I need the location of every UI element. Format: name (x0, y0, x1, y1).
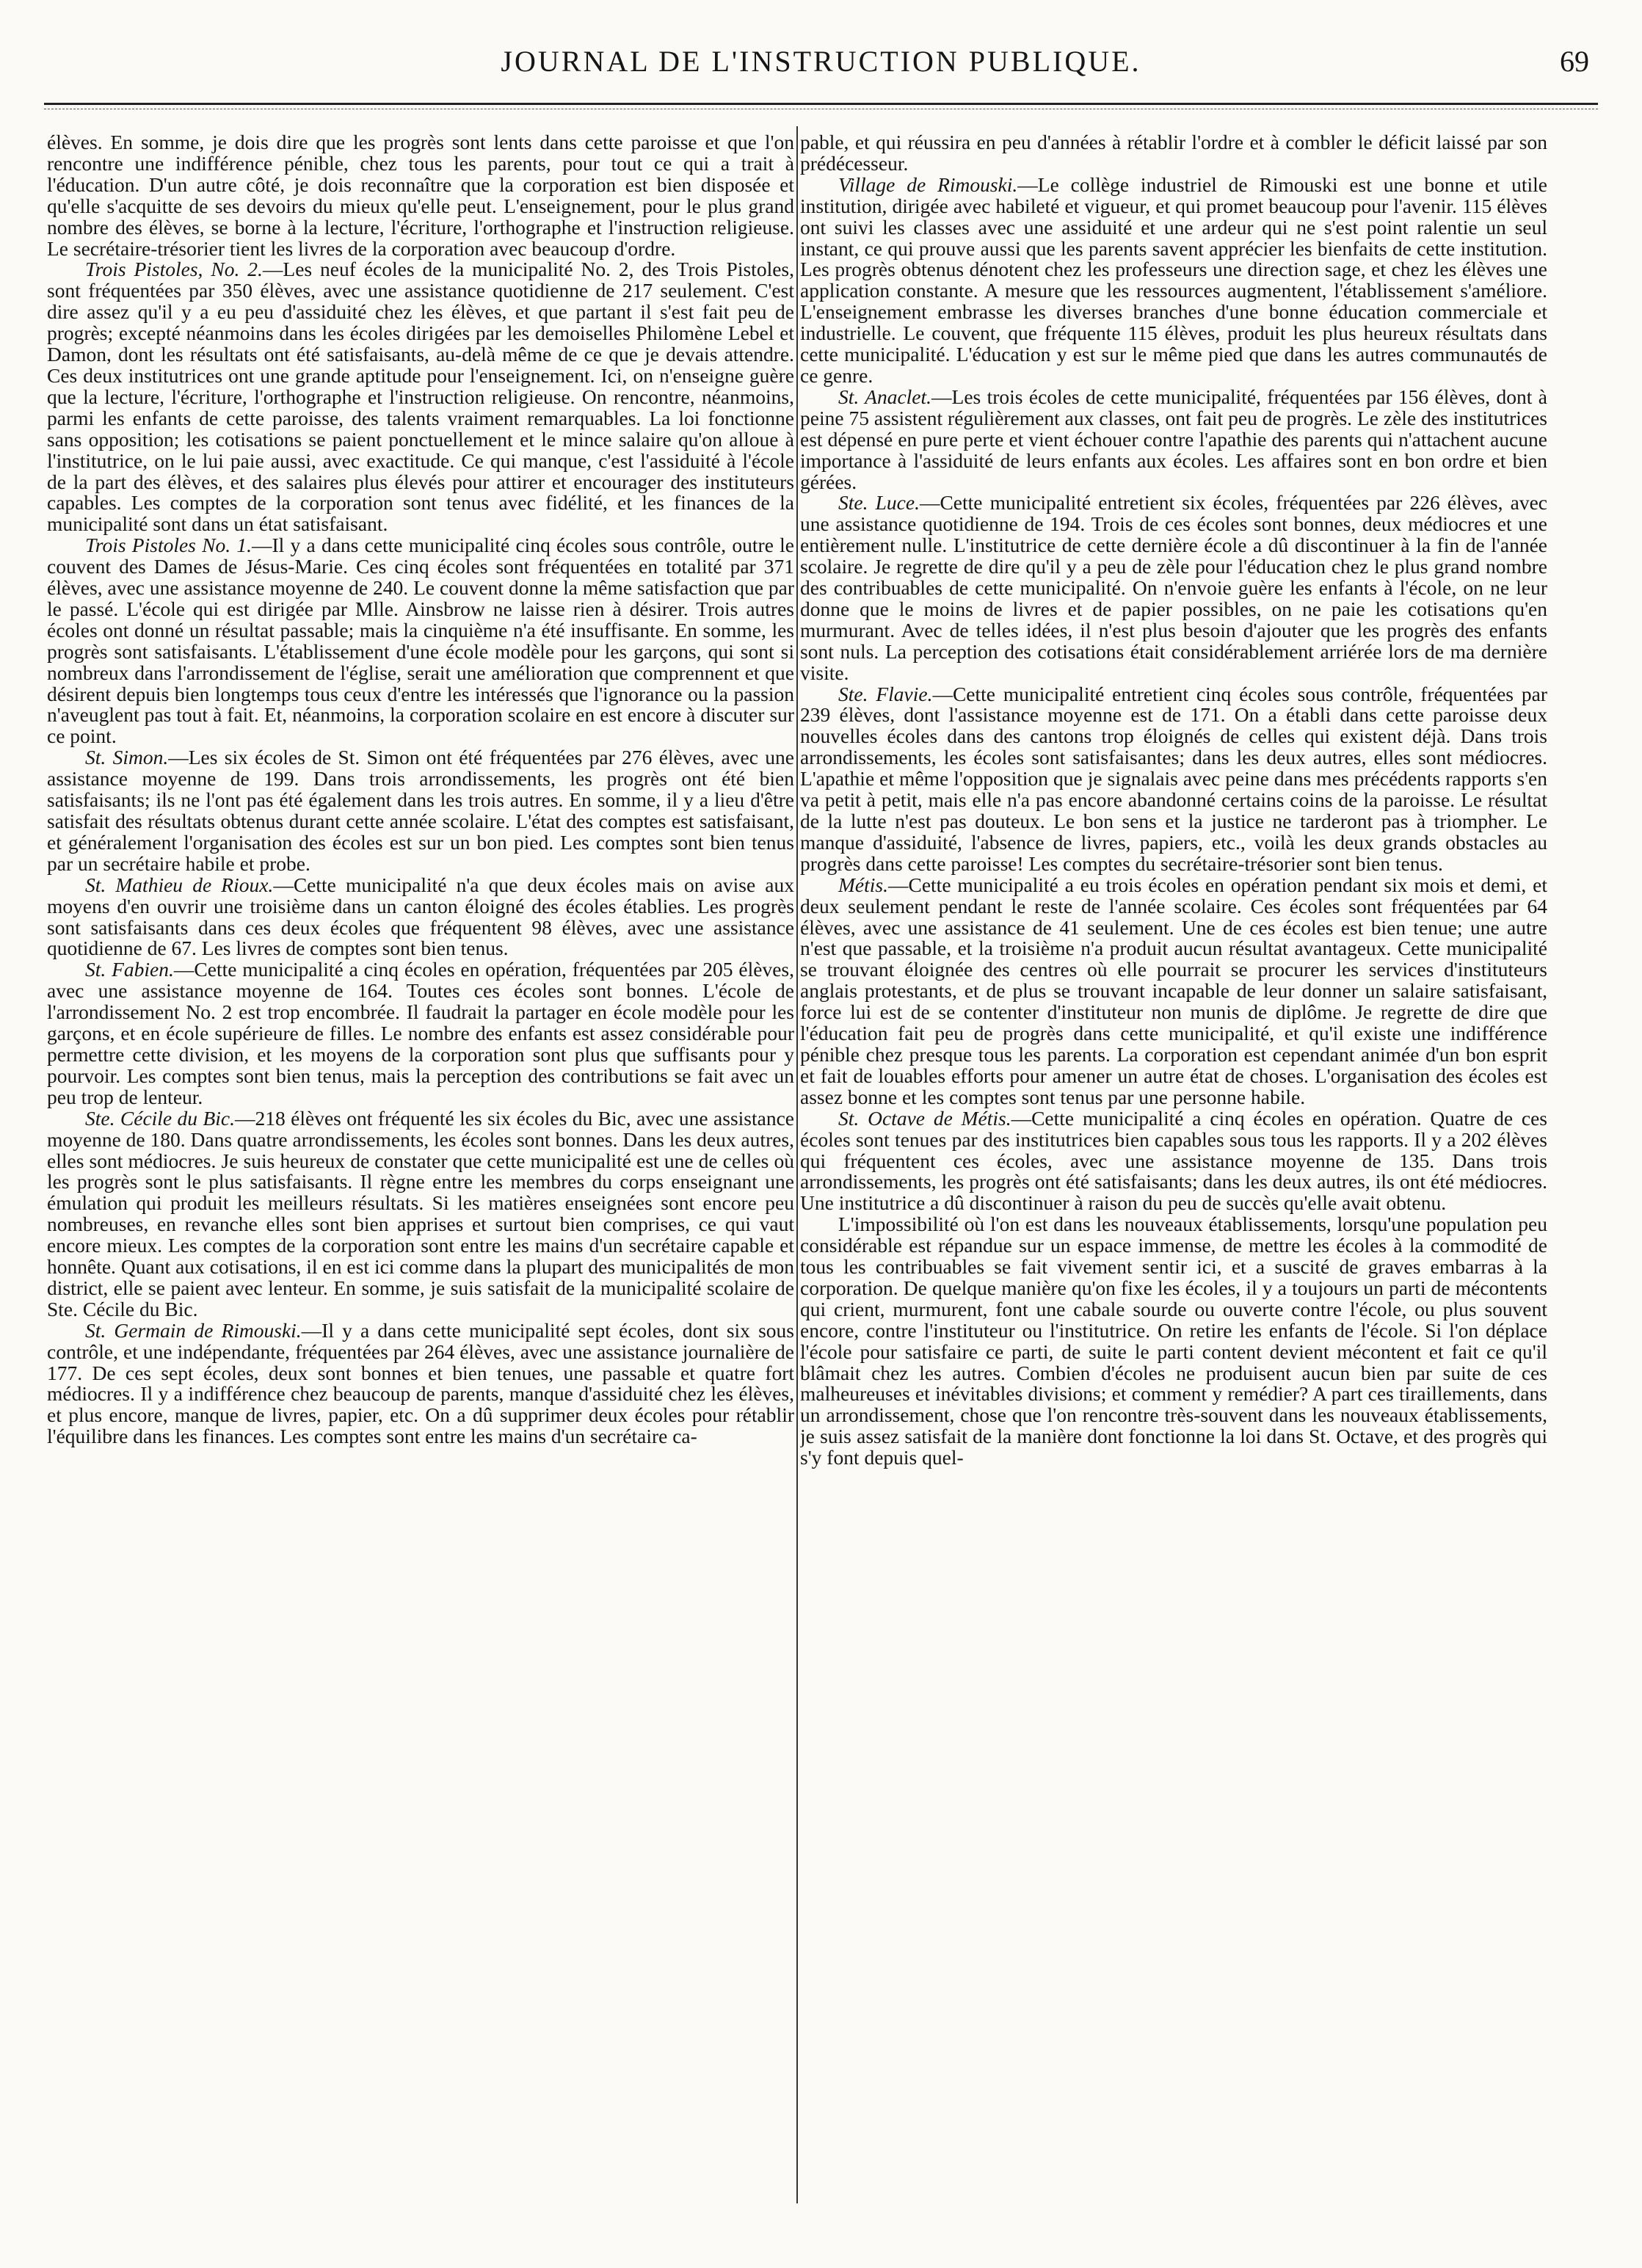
section-heading: St. Mathieu de Rioux. (85, 873, 274, 896)
paragraph-text: —Les trois écoles de cette municipalité, fréquentées par 156 élèves, dont à peine 75 assistent régulièrement aux classes, ont fait peu de progrès. Le zèle des institutrices est dépensé en pure perte et vient échouer contre l'apathie des parents qui n'attachent aucune importance à l'assiduité de leurs enfants aux écoles. Les affaires sont en bon ordre et bien gérées. (800, 385, 1547, 493)
section-heading: St. Germain de Rimouski. (85, 1318, 302, 1342)
left-column (47, 132, 794, 2209)
paragraph-text: élèves. En somme, je dois dire que les progrès sont lents dans cette paroisse et que l'on rencontre une indifférence pénible, chez tous les parents, pour tout ce qui a trait à l'éducation. D'un autre côté, je dois reconnaître que la corporation est bien disposée et qu'elle s'acquitte de ses devoirs du mieux qu'elle peut. L'enseignement, pour le plus grand nombre des élèves, se borne à la lecture, l'écriture, l'orthographe et l'instruction religieuse. Le secrétaire-trésorier tient les livres de la corporation avec beaucoup d'ordre. (47, 132, 794, 260)
paragraph (47, 535, 794, 747)
paragraph-text: —Il y a dans cette municipalité sept écoles, dont six sous contrôle, et une indépendante, fréquentées par 264 élèves, avec une assistance journalière de 177. De ces sept écoles, deux sont bonnes et bien tenues, une passable et quatre fort médiocres. Il y a indifférence chez beaucoup de parents, manque d'assiduité chez les élèves, et plus encore, manque de livres, papier, etc. On a dû supprimer deux écoles pour rétablir l'équilibre dans les finances. Les comptes sont entre les mains d'un secrétaire ca- (47, 1318, 794, 1448)
paragraph (800, 1214, 1547, 1469)
paragraph (47, 875, 794, 960)
paragraph-text: —Les neuf écoles de la municipalité No. 2, des Trois Pistoles, sont fréquentées par 350 élèves, avec une assistance quotidienne de 217 seulement. C'est dire assez qu'il y a eu peu d'assiduité chez les élèves, et que partant il s'est fait peu de progrès; excepté néanmoins dans les écoles dirigées par les demoiselles Philomène Lebel et Damon, dont les résultats ont été satisfaisants, au-delà même de ce que je devais attendre. Ces deux institutrices ont une grande aptitude pour l'enseignement. Ici, on n'enseigne guère que la lecture, l'écriture, l'orthographe et l'instruction religieuse. On rencontre, néanmoins, parmi les enfants de cette paroisse, des talents vraiment remarquables. La loi fonctionne sans opposition; les cotisations se paient ponctuellement et le mince salaire qu'on alloue à l'institutrice, on le lui paie aussi, avec exactitude. Ce qui manque, c'est l'assiduité à l'école de la part des élèves, et des salaires plus élevés pour attirer et encourager des instituteurs capables. Les comptes de la corporation sont tenus avec fidélité, et les finances de la municipalité sont dans un état satisfaisant. (47, 258, 794, 536)
section-heading: St. Anaclet. (838, 385, 932, 408)
paragraph (800, 875, 1547, 1108)
paragraph-text: —Cette municipalité entretient cinq écoles sous contrôle, fréquentées par 239 élèves, dont l'assistance moyenne est de 171. On a établi dans cette paroisse deux nouvelles écoles dans des cantons trop éloignés de celles qui existent déjà. Dans trois arrondissements, les écoles sont satisfaisantes; dans les deux autres, elles sont médiocres. L'apathie et même l'opposition que je signalais avec peine dans mes précédents rapports s'en va petit à petit, mais elle n'a pas encore abandonné certains coins de la paroisse. Le résultat de la lutte n'est pas douteux. Le bon sens et la justice ne tarderont pas à triompher. Le manque d'assiduité, l'absence de livres, papiers, etc., voilà les deux grands obstacles au progrès dans cette paroisse! Les comptes du secrétaire-trésorier sont bien tenus. (800, 682, 1547, 875)
paragraph (47, 747, 794, 874)
paragraph (47, 959, 794, 1108)
paragraph-text: —Les six écoles de St. Simon ont été fréquentées par 276 élèves, avec une assistance moyenne de 199. Dans trois arrondissements, les progrès ont été bien satisfaisants; ils ne l'ont pas été également dans les trois autres. En somme, il y a lieu d'être satisfait des résultats obtenus durant cette année scolaire. L'état des comptes est satisfaisant, et généralement l'organisation des écoles est sur un bon pied. Les comptes sont bien tenus par un secrétaire habile et probe. (47, 746, 794, 875)
page-number: 69 (1560, 45, 1589, 78)
section-heading: Trois Pistoles No. 1. (85, 534, 252, 557)
column-divider (796, 126, 798, 2203)
section-heading: Village de Rimouski. (838, 172, 1018, 196)
header-rule (44, 103, 1598, 105)
section-heading: St. Simon. (85, 746, 169, 769)
section-heading: St. Octave de Métis. (838, 1106, 1011, 1130)
paragraph-text: —Cette municipalité a cinq écoles en opération. Quatre de ces écoles sont tenues par des institutrices bien capables sous tous les rapports. Il y a 202 élèves qui fréquentent ces écoles, avec une assistance moyenne de 135. Dans trois arrondissements, les progrès ont été satisfaisants; dans les deux autres, ils ont été médiocres. Une institutrice a dû discontinuer à raison du peu de succès qu'elle avait obtenu. (800, 1106, 1547, 1215)
section-heading: Métis. (838, 873, 888, 896)
paragraph (47, 1108, 794, 1320)
paragraph (47, 1320, 794, 1447)
paragraph-text: —Cette municipalité a eu trois écoles en opération pendant six mois et demi, et deux seulement pendant le reste de l'année scolaire. Ces écoles sont fréquentées par 64 élèves, avec une assistance de 41 seulement. Une de ces écoles est bien tenue; une autre n'est que passable, et la troisième n'a produit aucun résultat avantageux. Cette municipalité se trouvant éloignée des centres où elle pourrait se procurer les services d'instituteurs anglais protestants, et de plus se trouvant incapable de leur donner un salaire satisfaisant, force lui est de se contenter d'instituteur non munis de diplôme. Je regrette de dire que l'éducation fait peu de progrès dans cette municipalité, et qu'il existe une indifférence pénible chez presque tous les parents. La corporation est cependant animée d'un bon esprit et fait de louables efforts pour amener un autre état de choses. L'organisation des écoles est assez bonne et les comptes sont tenus par une personne habile. (800, 873, 1547, 1108)
right-column (800, 132, 1547, 2209)
paragraph-text: L'impossibilité où l'on est dans les nouveaux établissements, lorsqu'une population peu considérable est répandue sur un espace immense, de mettre les écoles à la commodité de tous les contribuables se fait vivement sentir ici, et a suscité de graves embarras à la corporation. De quelque manière qu'on fixe les écoles, il y a toujours un parti de mécontents qui crient, murmurent, font une cabale sourde ou ouverte contre l'école, ou plus souvent encore, contre l'instituteur ou l'institutrice. On retire les enfants de l'école. Si l'on déplace l'école pour satisfaire ce parti, de suite le parti content devient mécontent et fait ce qu'il blâmait chez les autres. Combien d'écoles ne produisent aucun bien par suite de ces malheureuses et inévitables divisions; et comment y remédier? A part ces tiraillements, dans un arrondissement, chose que l'on rencontre très-souvent dans les nouveaux établissements, je suis assez satisfait de la manière dont fonctionne la loi dans St. Octave, et des progrès qui s'y font depuis quel- (800, 1213, 1547, 1469)
page-header (44, 38, 1598, 82)
paragraph (47, 132, 794, 259)
paragraph (800, 684, 1547, 875)
paragraph-text: —Cette municipalité entretient six écoles, fréquentées par 226 élèves, avec une assistance quotidienne de 194. Trois de ces écoles sont bonnes, deux médiocres et une entièrement nulle. L'institutrice de cette dernière école a dû discontinuer à la fin de l'année scolaire. Je regrette de dire qu'il y a peu de zèle pour l'éducation chez le plus grand nombre des contribuables de cette municipalité. On n'envoie guère les enfants à l'école, on ne leur donne que le moins de livres et de papier possibles, on ne paie les cotisations qu'en murmurant. Avec de telles idées, il n'est plus besoin d'ajouter que les progrès des enfants sont nuls. La perception des cotisations était considérablement arriérée lors de ma dernière visite. (800, 491, 1547, 684)
paragraph-text: —Cette municipalité a cinq écoles en opération, fréquentées par 205 élèves, avec une assistance moyenne de 164. Toutes ces écoles sont bonnes. L'école de l'arrondissement No. 2 est trop encombrée. Il faudrait la partager en école modèle pour les garçons, et en école supérieure de filles. Le nombre des enfants est assez considérable pour permettre cette division, et les moyens de la corporation sont plus que suffisants pour y pourvoir. Les comptes sont bien tenus, mais la perception des contributions se fait avec un peu trop de lenteur. (47, 958, 794, 1108)
paragraph (800, 387, 1547, 493)
paragraph-text: —218 élèves ont fréquenté les six écoles du Bic, avec une assistance moyenne de 180. Dans quatre arrondissements, les écoles sont bonnes. Dans les deux autres, elles sont médiocres. Je suis heureux de constater que cette municipalité est une de celles où les progrès sont le plus satisfaisants. Il règne entre les membres du corps enseignant une émulation qui produit les meilleurs résultats. Si les matières enseignées sont encore peu nombreuses, en revanche elles sont bien apprises et surtout bien comprises, ce qui vaut encore mieux. Les comptes de la corporation sont entre les mains d'un secrétaire capable et honnête. Quant aux cotisations, il en est ici comme dans la plupart des municipalités de mon district, elle se paient avec lenteur. En somme, je suis satisfait de la municipalité scolaire de Ste. Cécile du Bic. (47, 1106, 794, 1320)
paragraph-text: pable, et qui réussira en peu d'années à rétablir l'ordre et à combler le déficit laissé par son prédécesseur. (800, 132, 1547, 175)
paragraph (800, 493, 1547, 683)
section-heading: Ste. Flavie. (838, 682, 933, 705)
section-heading: Ste. Cécile du Bic. (85, 1106, 235, 1130)
paragraph (47, 259, 794, 535)
paragraph (800, 1108, 1547, 1215)
section-heading: Ste. Luce. (838, 491, 920, 515)
paragraph-text: —Cette municipalité n'a que deux écoles mais on avise aux moyens d'en ouvrir une troisième dans un canton éloigné des écoles établies. Les progrès sont satisfaisants dans ces deux écoles que fréquentent 98 élèves, avec une assistance quotidienne de 67. Les livres de comptes sont bien tenus. (47, 873, 794, 960)
paragraph (800, 172, 1547, 387)
section-heading: St. Fabien. (85, 958, 174, 981)
paragraph (800, 132, 1547, 175)
running-title: JOURNAL DE L'INSTRUCTION PUBLIQUE. (501, 45, 1141, 78)
section-heading: Trois Pistoles, No. 2. (85, 258, 263, 281)
paragraph-text: —Le collège industriel de Rimouski est une bonne et utile institution, dirigée avec habileté et vigueur, et qui promet beaucoup pour l'avenir. 115 élèves ont suivi les classes avec une assiduité et une ardeur qui ne s'est point ralentie un seul instant, ce qui prouve aussi que les parents savent apprécier les bienfaits de cette institution. Les progrès obtenus dénotent chez les professeurs une direction sage, et chez les élèves une application constante. A mesure que les ressources augmentent, l'établissement s'améliore. L'enseignement embrasse les diverses branches d'une bonne éducation commerciale et industrielle. Le couvent, que fréquente 115 élèves, produit les plus heureux résultats dans cette municipalité. L'éducation y est sur le même pied que dans les autres communautés de ce genre. (800, 172, 1547, 387)
paragraph-text: —Il y a dans cette municipalité cinq écoles sous contrôle, outre le couvent des Dames de Jésus-Marie. Ces cinq écoles sont fréquentées en totalité par 371 élèves, avec une assistance moyenne de 240. Le couvent donne la même satisfaction que par le passé. L'école qui est dirigée par Mlle. Ainsbrow ne laisse rien à désirer. Trois autres écoles ont donné un résultat passable; mais la cinquième n'a été insuffisante. En somme, les progrès sont satisfaisants. L'établissement d'une école modèle pour les garçons, qui sont si nombreux dans l'arrondissement de l'église, serait une amélioration que comprennent et que désirent depuis bien longtemps tous ceux d'entre les intéressés que l'ignorance ou la passion n'aveuglent pas tout à fait. Et, néanmoins, la corporation scolaire en est encore à discuter sur ce point. (47, 534, 794, 748)
